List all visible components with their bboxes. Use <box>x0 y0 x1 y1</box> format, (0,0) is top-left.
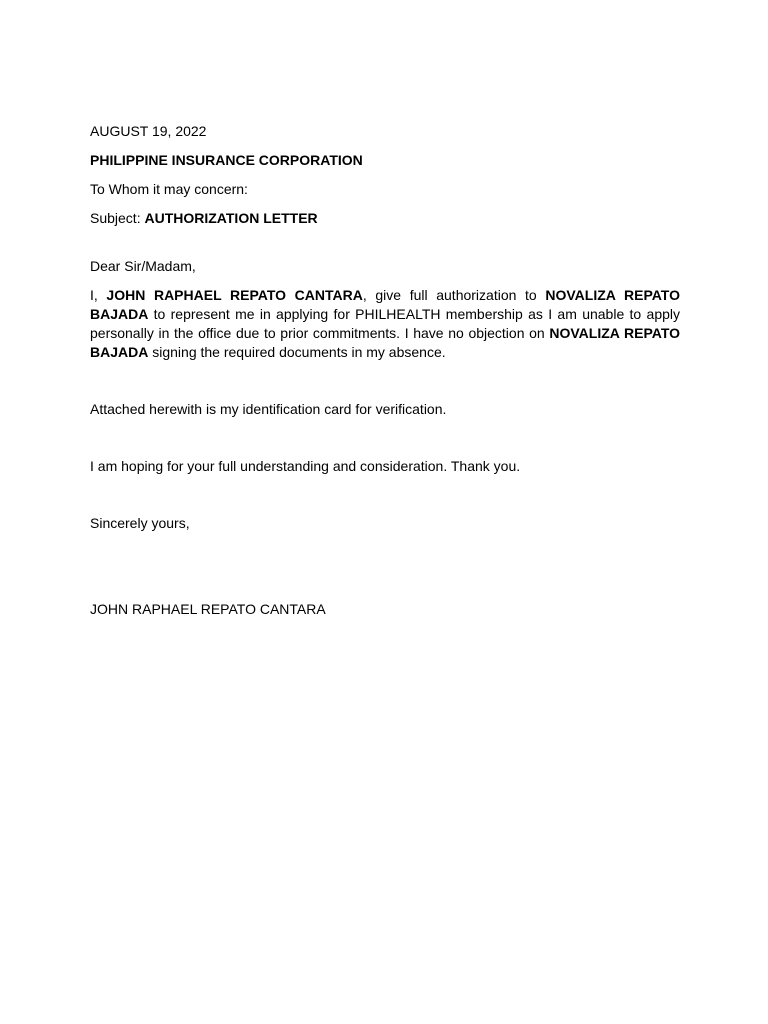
body-paragraph <box>90 286 680 362</box>
hoping-line: I am hoping for your full understanding and consideration. Thank you. <box>90 458 521 474</box>
body-text-3: to represent me in applying for PHILHEALTH membership as I am unable to apply personally in the office due to prior commitments. I have no objection on <box>90 306 680 341</box>
signature-name: JOHN RAPHAEL REPATO CANTARA <box>90 601 326 617</box>
authorization-letter <box>90 122 680 619</box>
subject-value: AUTHORIZATION LETTER <box>144 210 318 226</box>
to-whom-line: To Whom it may concern: <box>90 181 248 197</box>
agent-name: NOVALIZA REPATO BAJADA <box>90 287 680 322</box>
body-text-2: , give full authorization to <box>362 287 546 303</box>
body-text-1: I, <box>90 287 107 303</box>
grantor-name: JOHN RAPHAEL REPATO CANTARA <box>106 287 363 303</box>
recipient-company: PHILIPPINE INSURANCE CORPORATION <box>90 152 363 168</box>
letter-date: AUGUST 19, 2022 <box>90 123 207 139</box>
body-text-4: signing the required documents in my absence. <box>148 344 446 360</box>
closing-line: Sincerely yours, <box>90 515 190 531</box>
agent-name-repeat: NOVALIZA REPATO BAJADA <box>90 325 681 360</box>
salutation: Dear Sir/Madam, <box>90 258 196 274</box>
attached-line: Attached herewith is my identification card for verification. <box>90 401 447 417</box>
subject-label: Subject: <box>90 210 145 226</box>
subject-line <box>90 209 680 228</box>
